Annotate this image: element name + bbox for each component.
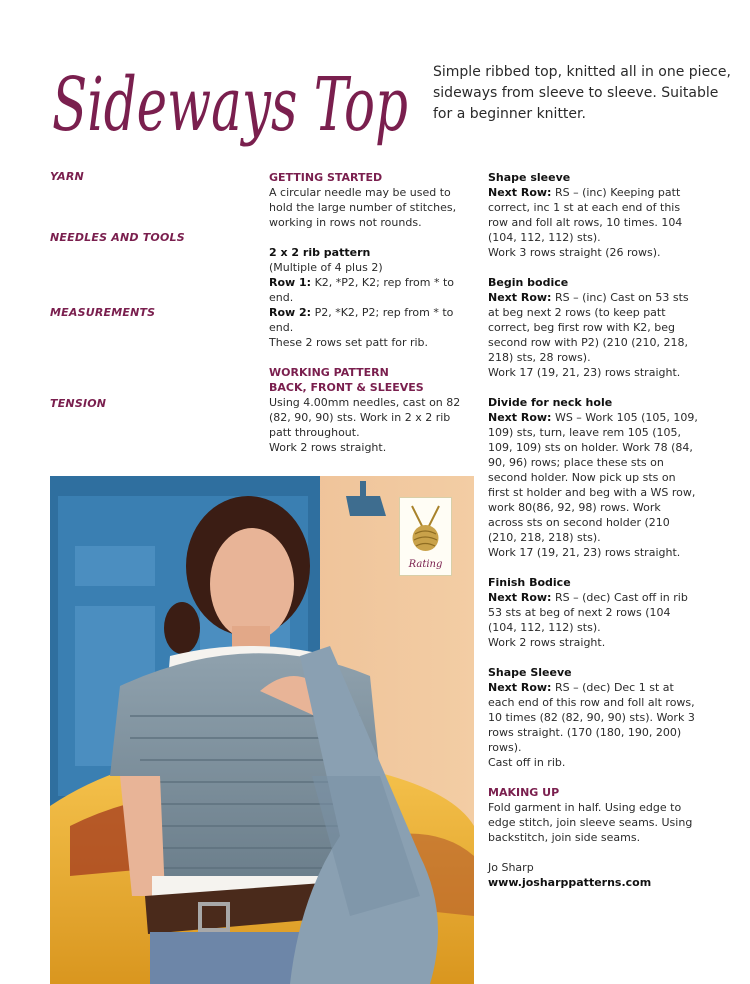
begin-bodice-row: Next Row: RS – (inc) Cast on 53 sts at beg next 2 rows (to keep patt correct, beg first row with K2, beg second row with P2) (210 (210, 218, 218) sts, 28 rows). bbox=[488, 291, 689, 364]
credit-section bbox=[488, 860, 698, 890]
begin-bodice-text-2: Work 17 (19, 21, 23) rows straight. bbox=[488, 366, 681, 379]
making-up-heading: MAKING UP bbox=[488, 786, 560, 799]
finish-bodice-text-2: Work 2 rows straight. bbox=[488, 636, 606, 649]
shape-sleeve-text-2: Work 3 rows straight (26 rows). bbox=[488, 246, 661, 259]
working-heading-1: WORKING PATTERN bbox=[269, 366, 389, 379]
rib-note: These 2 rows set patt for rib. bbox=[269, 336, 429, 349]
finish-bodice-heading: Finish Bodice bbox=[488, 576, 571, 589]
begin-bodice-heading: Begin bodice bbox=[488, 276, 569, 289]
working-text-2: Work 2 rows straight. bbox=[269, 441, 387, 454]
working-text: Using 4.00mm needles, cast on 82 (82, 90, 90) sts. Work in 2 x 2 rib patt throughout. bbox=[269, 396, 461, 439]
designer-name: Jo Sharp bbox=[488, 861, 534, 874]
label-measurements: MEASUREMENTS bbox=[50, 306, 156, 319]
shape-sleeve-row: Next Row: RS – (inc) Keeping patt correct, inc 1 st at each end of this row and foll alt rows, 10 times. 104 (104, 112, 112) sts). bbox=[488, 186, 683, 244]
neck-hole-row: Next Row: WS – Work 105 (105, 109, 109) sts, turn, leave rem 105 (105, 109, 109) sts on holder. Work 78 (84, 90, 96) rows; place these sts on second holder. Now pick up sts on first st holder and beg with a WS row, work 80(86, 92, 98) rows. Work across sts on second holder (210 (210, 218, 218) sts). bbox=[488, 411, 698, 544]
designer-url[interactable]: www.josharppatterns.com bbox=[488, 876, 652, 889]
rib-heading: 2 x 2 rib pattern bbox=[269, 246, 371, 259]
label-needles: NEEDLES AND TOOLS bbox=[50, 231, 185, 244]
instructions-column-2 bbox=[269, 170, 474, 470]
finish-bodice-section bbox=[488, 575, 698, 650]
shape-sleeve-heading: Shape sleeve bbox=[488, 171, 571, 184]
working-heading-2: BACK, FRONT & SLEEVES bbox=[269, 381, 424, 394]
working-pattern-section bbox=[269, 365, 474, 455]
shape-sleeve-section bbox=[488, 170, 698, 260]
rib-pattern-section bbox=[269, 245, 474, 350]
page-title bbox=[48, 38, 418, 168]
begin-bodice-section bbox=[488, 275, 698, 380]
rating-label: Rating bbox=[408, 559, 443, 570]
instructions-column-3 bbox=[488, 170, 698, 905]
intro-text: Simple ribbed top, knitted all in one piece, sideways from sleeve to sleeve. Suitable for a beginner knitter. bbox=[433, 64, 731, 122]
rib-row1: Row 1: K2, *P2, K2; rep from * to end. bbox=[269, 276, 454, 304]
making-up-text: Fold garment in half. Using edge to edge stitch, join sleeve seams. Using backstitch, join side seams. bbox=[488, 801, 693, 844]
making-up-section bbox=[488, 785, 698, 845]
finish-bodice-row: Next Row: RS – (dec) Cast off in rib 53 sts at beg of next 2 rows (104 (104, 112, 112) sts). bbox=[488, 591, 688, 634]
rating-badge bbox=[399, 497, 452, 576]
page-title-text: Sideways Top bbox=[52, 62, 408, 148]
getting-started-heading: GETTING STARTED bbox=[269, 171, 383, 184]
getting-started-section bbox=[269, 170, 474, 230]
rib-row2: Row 2: P2, *K2, P2; rep from * to end. bbox=[269, 306, 454, 334]
shape-sleeve-2-heading: Shape Sleeve bbox=[488, 666, 572, 679]
label-yarn: YARN bbox=[50, 170, 84, 183]
shape-sleeve-2-text-2: Cast off in rib. bbox=[488, 756, 566, 769]
label-tension: TENSION bbox=[50, 397, 107, 410]
getting-started-text: A circular needle may be used to hold the large number of stitches, working in rows not rounds. bbox=[269, 186, 457, 229]
neck-hole-heading: Divide for neck hole bbox=[488, 396, 613, 409]
shape-sleeve-2-row: Next Row: RS – (dec) Dec 1 st at each end of this row and foll alt rows, 10 times (82 (82, 90, 90) sts). Work 3 rows straight. (170 (180, 190, 200) rows). bbox=[488, 681, 695, 754]
neck-hole-section bbox=[488, 395, 698, 560]
neck-hole-text-2: Work 17 (19, 21, 23) rows straight. bbox=[488, 546, 681, 559]
shape-sleeve-2-section bbox=[488, 665, 698, 770]
yarn-ball-icon bbox=[400, 500, 451, 560]
rib-multiple: (Multiple of 4 plus 2) bbox=[269, 261, 383, 274]
